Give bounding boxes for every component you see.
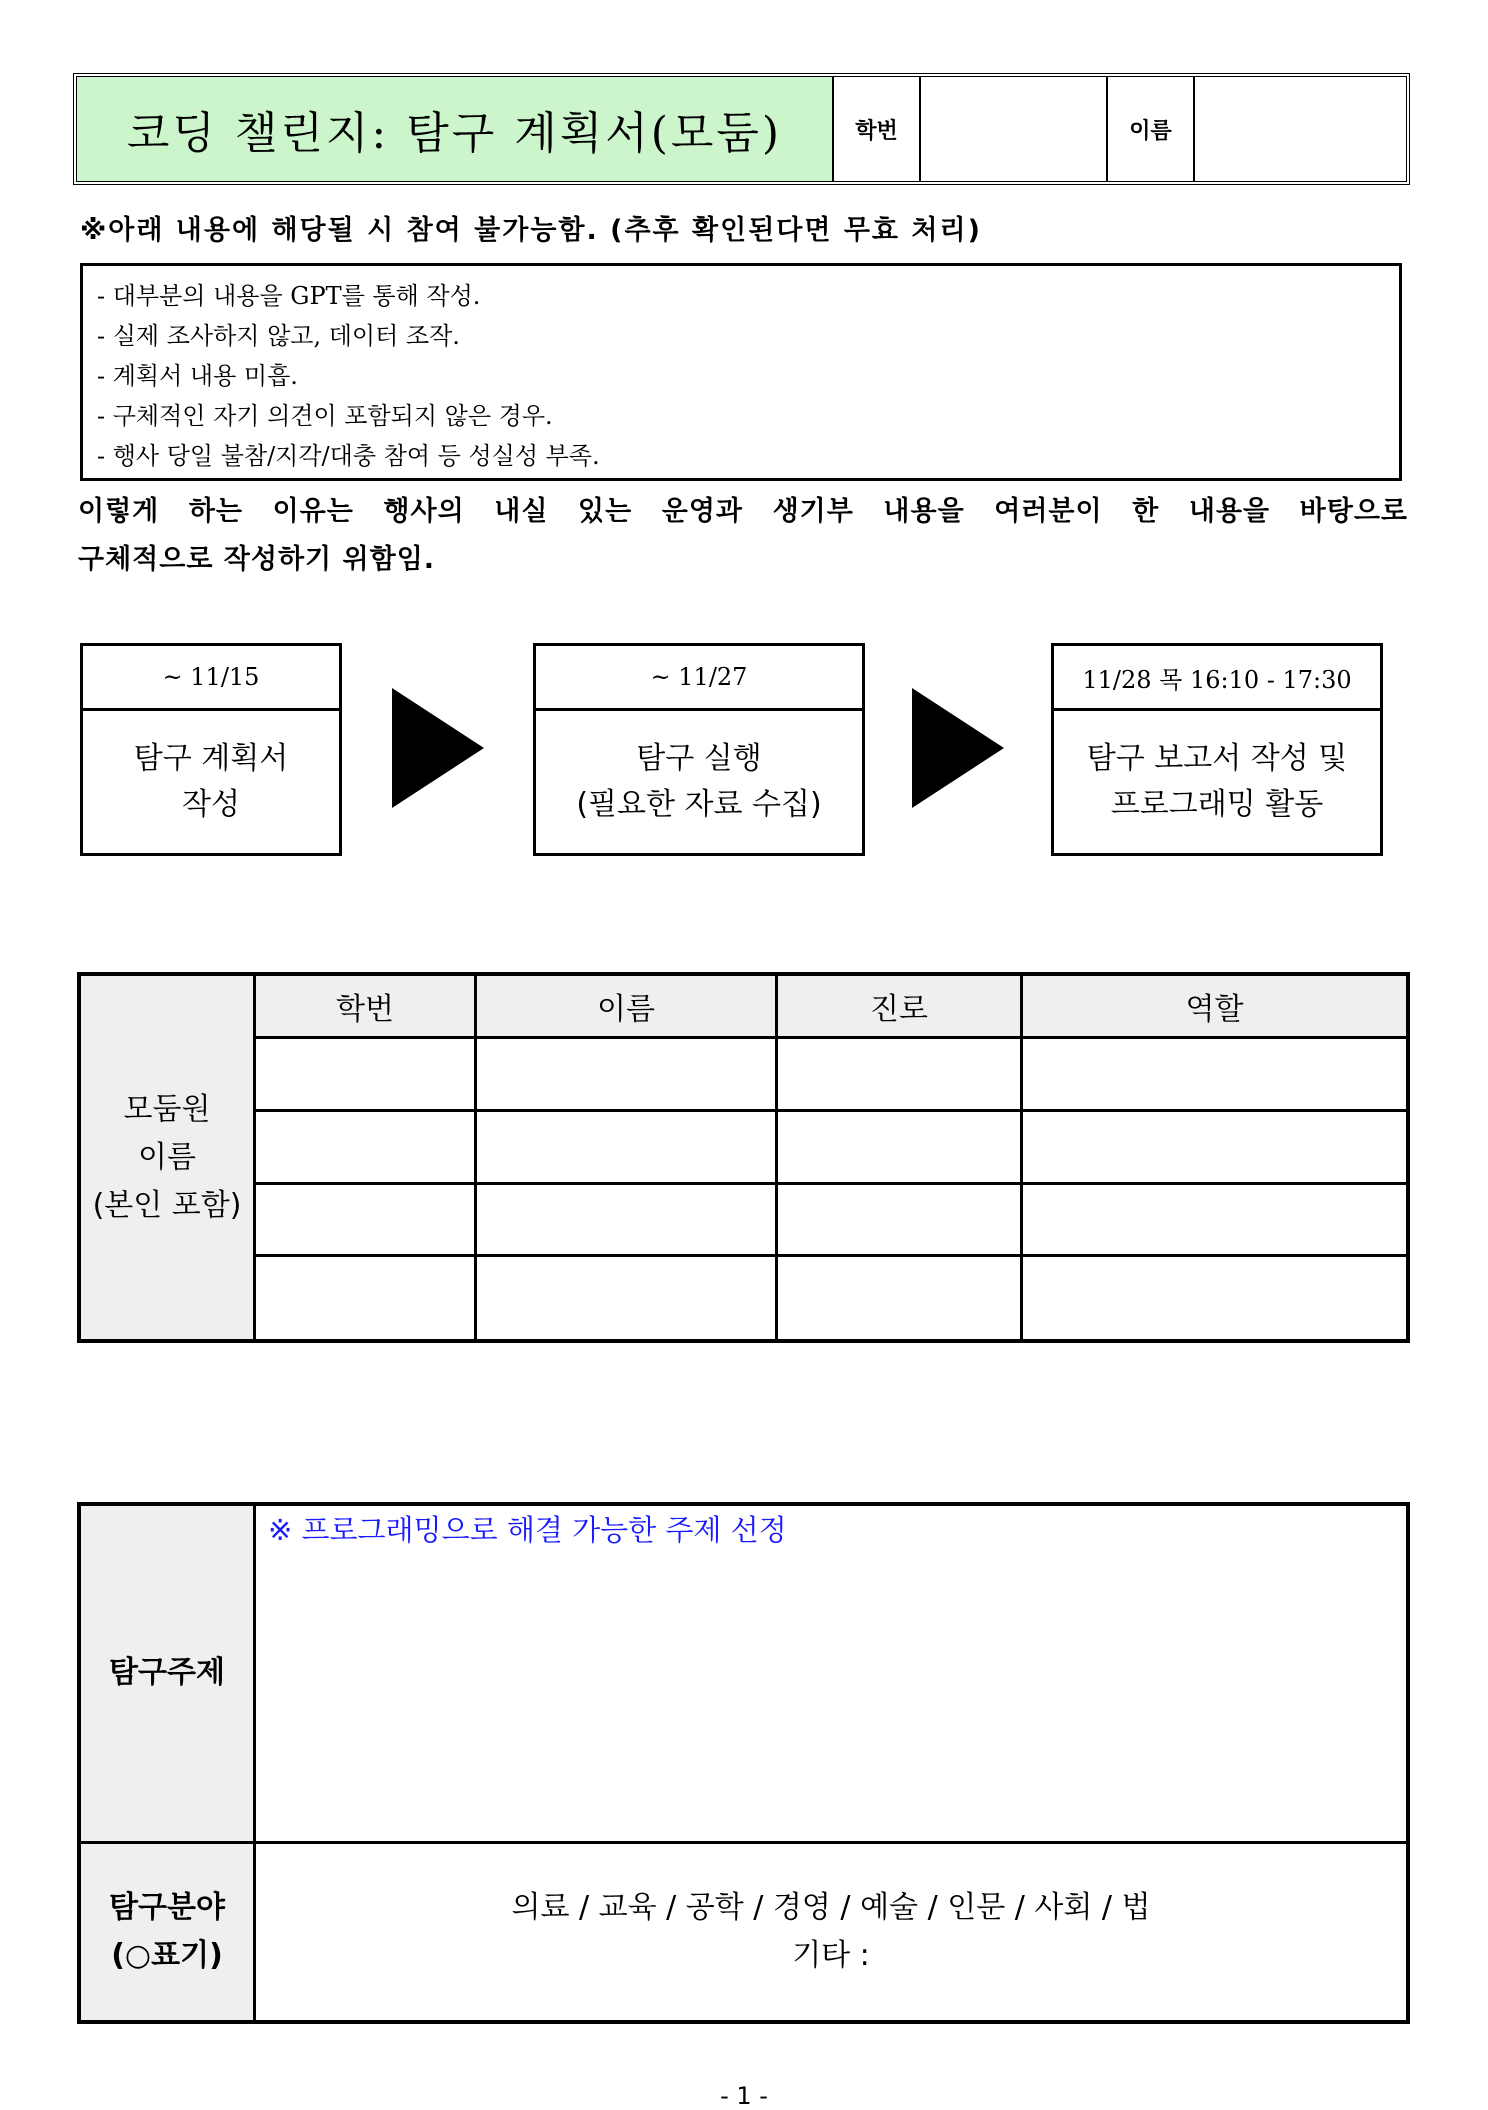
name-label: 이름 [1108,77,1195,181]
field-label [79,1842,255,2022]
member-role-cell[interactable] [1022,1110,1409,1183]
rule-item: - 구체적인 자기 의견이 포함되지 않은 경우. [97,402,553,430]
student-id-field[interactable] [921,77,1108,181]
member-name-cell[interactable] [476,1110,777,1183]
step-body [1054,711,1380,853]
field-other: 기타 : [792,1937,870,1973]
step-body [536,711,862,853]
column-header: 역할 [1022,974,1409,1038]
step-line: 프로그래밍 활동 [1110,787,1324,822]
member-role-cell[interactable] [1022,1183,1409,1256]
step-line: 탐구 계획서 [133,741,289,776]
member-name-cell[interactable] [476,1183,777,1256]
side-line: (본인 포함) [92,1187,242,1223]
step-execute [533,643,865,856]
topic-note: ※ 프로그래밍으로 해결 가능한 주제 선정 [268,1513,787,1547]
step-date: ~ 11/15 [83,646,339,711]
reason-text [78,488,1408,584]
member-id-cell[interactable] [255,1038,476,1111]
member-id-cell[interactable] [255,1256,476,1341]
table-row [79,1256,1408,1341]
rule-item: - 계획서 내용 미흡. [97,362,298,390]
step-line: 탐구 실행 [636,741,762,776]
member-role-cell[interactable] [1022,1256,1409,1341]
title-header [73,73,1410,185]
rule-item: - 실제 조사하지 않고, 데이터 조작. [97,322,460,350]
step-line: 탐구 보고서 작성 및 [1086,741,1348,776]
step-date: 11/28 목 16:10 - 17:30 [1054,646,1380,711]
reason-line-1: 이렇게 하는 이유는 행사의 내실 있는 운영과 생기부 내용을 여러분이 한 내용을 바탕으로 [78,496,1408,527]
rule-item: - 행사 당일 불참/지각/대충 참여 등 성실성 부족. [97,442,600,470]
topic-label: 탐구주제 [79,1504,255,1842]
member-id-cell[interactable] [255,1110,476,1183]
members-side-label [79,974,255,1341]
step-report [1051,643,1383,856]
step-date: ~ 11/27 [536,646,862,711]
member-career-cell[interactable] [777,1183,1022,1256]
step-line: (필요한 자료 수집) [576,787,822,822]
member-name-cell[interactable] [476,1256,777,1341]
member-career-cell[interactable] [777,1110,1022,1183]
step-body [83,711,339,853]
column-header: 학번 [255,974,476,1038]
table-row [79,1038,1408,1111]
field-options[interactable] [255,1842,1409,2022]
table-row [79,1183,1408,1256]
members-table [77,972,1410,1343]
step-line: 작성 [182,787,240,822]
student-id-label: 학번 [834,77,921,181]
member-role-cell[interactable] [1022,1038,1409,1111]
column-header: 이름 [476,974,777,1038]
side-line: 모둠원 [123,1091,211,1127]
field-label-line: 탐구분야 [109,1889,225,1925]
arrow-right-icon [392,688,484,808]
warning-text: ※아래 내용에 해당될 시 참여 불가능함. (추후 확인된다면 무효 처리) [80,215,982,246]
member-id-cell[interactable] [255,1183,476,1256]
table-row [79,1110,1408,1183]
step-plan [80,643,342,856]
rules-box [80,263,1402,481]
column-header: 진로 [777,974,1022,1038]
side-line: 이름 [138,1139,196,1175]
topic-table [77,1502,1410,2024]
member-career-cell[interactable] [777,1256,1022,1341]
member-name-cell[interactable] [476,1038,777,1111]
field-label-line: (○표기) [111,1937,223,1973]
arrow-right-icon [912,688,1004,808]
field-options-list: 의료 / 교육 / 공학 / 경영 / 예술 / 인문 / 사회 / 법 [511,1889,1151,1925]
member-career-cell[interactable] [777,1038,1022,1111]
rule-item: - 대부분의 내용을 GPT를 통해 작성. [97,282,481,310]
page-number: - 1 - [720,2082,768,2110]
topic-field[interactable] [255,1504,1409,1842]
page-title: 코딩 챌린지: 탐구 계획서(모둠) [77,77,834,181]
reason-line-2: 구체적으로 작성하기 위함임. [78,544,436,575]
name-field[interactable] [1195,77,1406,181]
